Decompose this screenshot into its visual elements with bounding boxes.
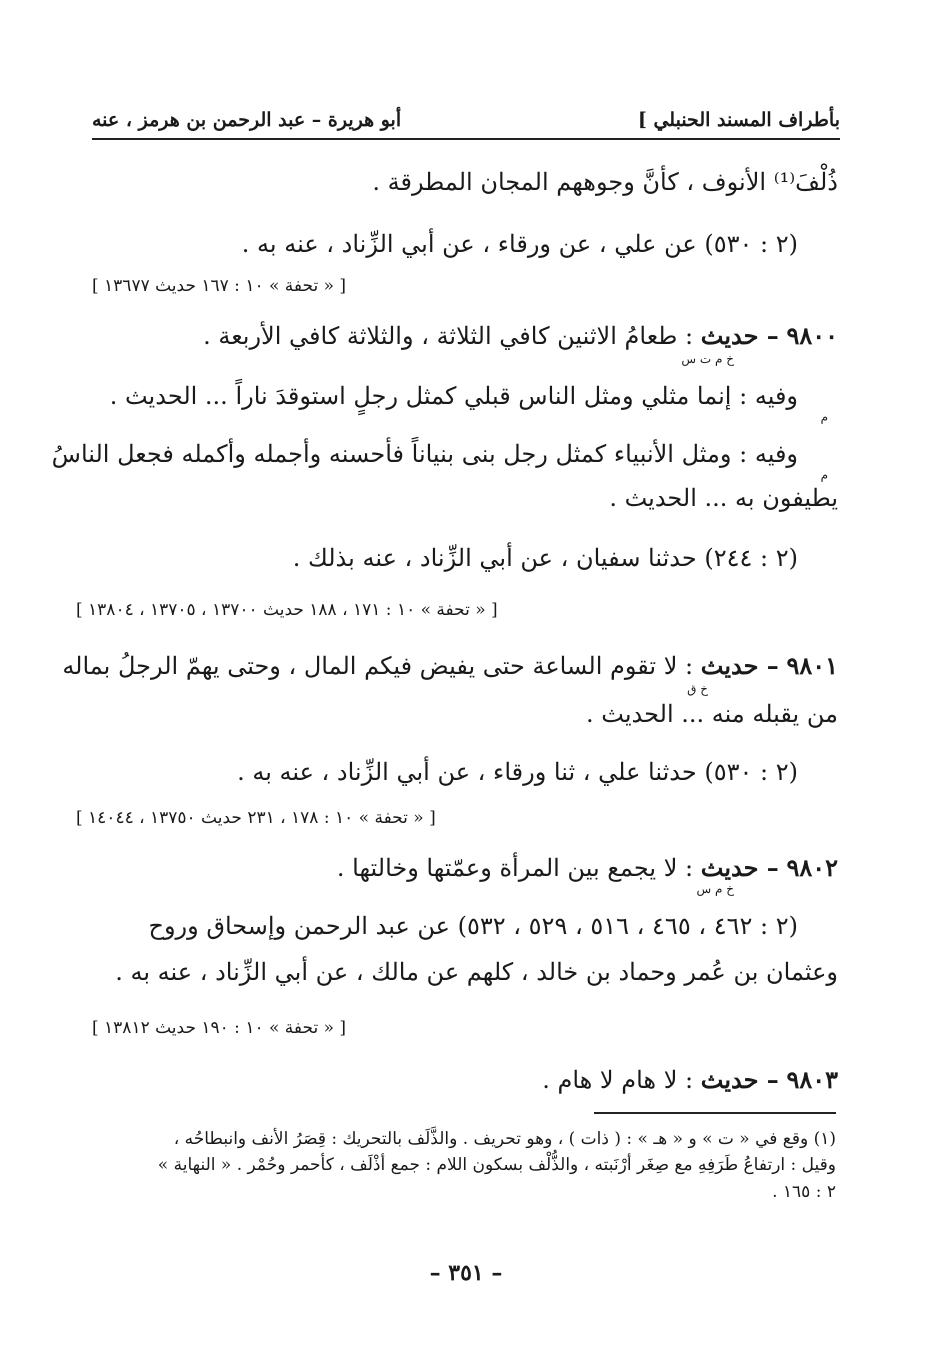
- hadith-entry-9800: [203, 322, 838, 351]
- hadith-keyword: – حديث: [700, 853, 779, 882]
- tuhfa-reference: [ « تحفة » ١٠ : ١٩٠ حديث ١٣٨١٢ ]: [92, 1018, 347, 1038]
- hadith-entry-9803: [542, 1066, 838, 1095]
- hadith-entry-9801: [62, 652, 838, 681]
- tuhfa-reference: [ « تحفة » ١٠ : ١٧٨ ، ٢٣١ حديث ١٣٧٥٠ ، ١٤٠٤٤ ]: [76, 808, 436, 828]
- footnote-line: وقيل : ارتفاعُ طَرَفِهِ مع صِغَر أرْنَبته ، والذُّلْف بسكون اللام : جمع أذْلَف ، كأحمر وحُمْر . « النهاية »: [157, 1155, 836, 1176]
- isnad-line: (٢ : ٥٣٠) حدثنا علي ، ثنا ورقاء ، عن أبي الزِّناد ، عنه به .: [237, 758, 798, 786]
- hadith-number: ٩٨٠٠: [786, 321, 838, 350]
- sigla: م: [820, 410, 828, 424]
- sigla: م: [820, 468, 828, 482]
- footnote-line: (١) وقع في « ت » و « هـ » : ( ذات ) ، وهو تحريف . والذَّلَف بالتحريك : قِصَرُ الأنف وانبطاحُه ،: [173, 1129, 836, 1149]
- isnad-line: (٢ : ٥٣٠) عن علي ، عن ورقاء ، عن أبي الزِّناد ، عنه به .: [241, 230, 798, 258]
- hadith-keyword: – حديث: [700, 321, 779, 350]
- hadith-entry-9802: [337, 854, 838, 883]
- isnad-line: (٢ : ٢٤٤) حدثنا سفيان ، عن أبي الزِّناد ، عنه بذلك .: [292, 544, 798, 572]
- keyword: وفيه: [754, 440, 798, 468]
- hadith-text: : لا هام لا هام .: [542, 1066, 694, 1094]
- hadith-text: : لا يجمع بين المرأة وعمّتها وخالتها .: [336, 854, 694, 882]
- text-line: [52, 440, 798, 469]
- hadith-keyword: – حديث: [700, 1065, 779, 1094]
- text: : ومثل الأنبياء كمثل رجل بنى بنياناً فأحسنه وأجمله وأكمله فجعل الناسُ: [51, 440, 748, 468]
- header-book-title: بأطراف المسند الحنبلي ]: [637, 109, 840, 131]
- hadith-number: ٩٨٠١: [786, 651, 838, 680]
- page-number: – ٣٥١ –: [429, 1260, 503, 1286]
- sigla: خ م ت س: [681, 352, 734, 366]
- footnote-line: ٢ : ١٦٥ .: [772, 1181, 836, 1202]
- running-header: [92, 102, 840, 140]
- keyword: وفيه: [754, 382, 798, 410]
- tuhfa-reference: [ « تحفة » ١٠ : ١٧١ ، ١٨٨ حديث ١٣٧٠٠ ، ١٣٧٠٥ ، ١٣٨٠٤ ]: [76, 600, 498, 620]
- text-line: ذُلْفَ⁽¹⁾ الأنوف ، كأنَّ وجوههم المجان المطرقة .: [372, 168, 838, 196]
- text: : إنما مثلي ومثل الناس قبلي كمثل رجلٍ استوقدَ ناراً ... الحديث .: [109, 382, 748, 410]
- isnad-line: (٢ : ٤٦٢ ، ٤٦٥ ، ٥١٦ ، ٥٢٩ ، ٥٣٢) عن عبد الرحمن وإسحاق وروح: [148, 912, 798, 940]
- hadith-number: ٩٨٠٢: [786, 853, 838, 882]
- text-line: من يقبله منه ... الحديث .: [586, 700, 838, 728]
- tuhfa-reference: [ « تحفة » ١٠ : ١٦٧ حديث ١٣٦٧٧ ]: [92, 276, 347, 296]
- hadith-text: : لا تقوم الساعة حتى يفيض فيكم المال ، وحتى يهمّ الرجلُ بماله: [62, 652, 694, 680]
- footnote-separator: [594, 1112, 836, 1114]
- hadith-text: : طعامُ الاثنين كافي الثلاثة ، والثلاثة كافي الأربعة .: [203, 322, 694, 350]
- text-line: يطيفون به ... الحديث .: [609, 484, 838, 512]
- footnote: [92, 1126, 836, 1205]
- sigla: خ ق: [687, 682, 708, 696]
- hadith-number: ٩٨٠٣: [786, 1065, 838, 1094]
- sigla: خ م س: [696, 882, 734, 896]
- hadith-keyword: – حديث: [700, 651, 779, 680]
- text-line: وعثمان بن عُمر وحماد بن خالد ، كلهم عن مالك ، عن أبي الزِّناد ، عنه به .: [115, 958, 838, 986]
- header-chapter-title: أبو هريرة – عبد الرحمن بن هرمز ، عنه: [92, 109, 402, 131]
- text-line: [110, 382, 798, 411]
